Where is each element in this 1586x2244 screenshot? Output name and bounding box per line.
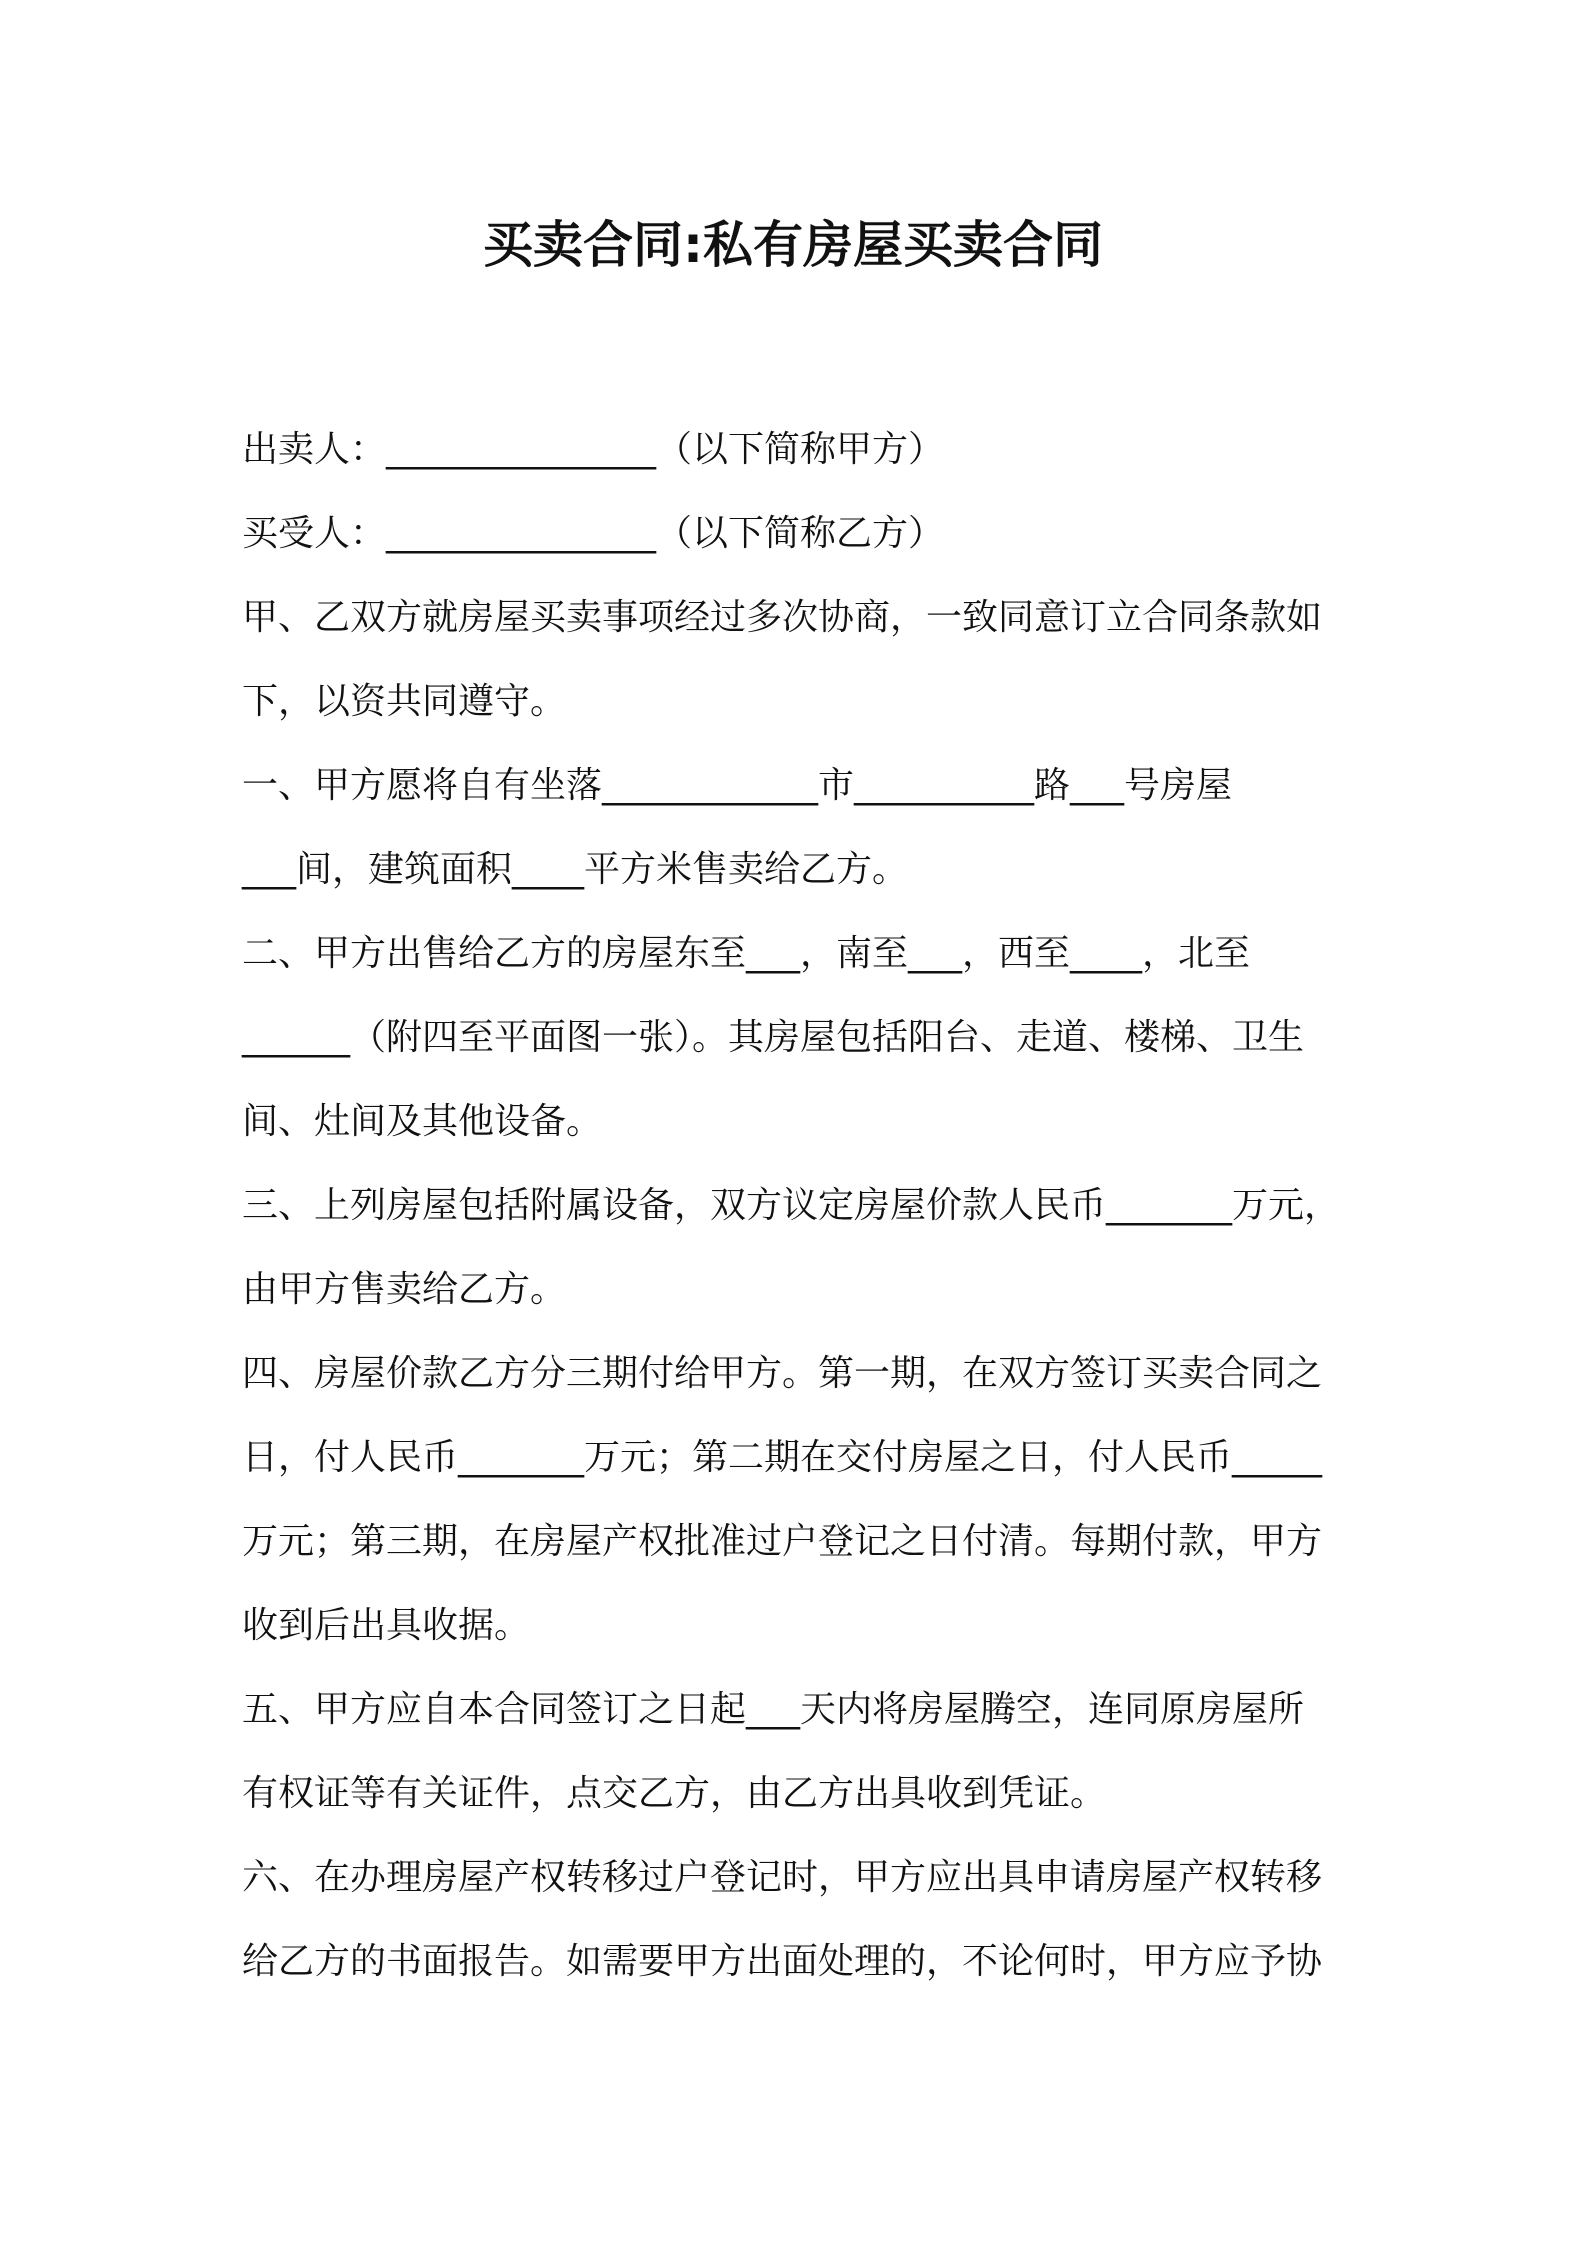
clause-4-line-1: 四、房屋价款乙方分三期付给甲方。第一期，在双方签订买卖合同之 — [242, 1353, 1323, 1394]
clause-4-line-2: 日，付人民币_______万元；第二期在交付房屋之日，付人民币_____ — [242, 1437, 1323, 1478]
clause-2-line-3: 间、灶间及其他设备。 — [242, 1101, 603, 1142]
clause-1-line-2: ___间，建筑面积____平方米售卖给乙方。 — [242, 849, 909, 890]
clause-5-line-1: 五、甲方应自本合同签订之日起___天内将房屋腾空，连同原房屋所 — [242, 1689, 1305, 1730]
clause-2-line-1: 二、甲方出售给乙方的房屋东至___，南至___，西至____，北至 — [242, 933, 1251, 974]
seller-line: 出卖人：_______________（以下简称甲方） — [242, 429, 945, 470]
preamble-line-1: 甲、乙双方就房屋买卖事项经过多次协商，一致同意订立合同条款如 — [242, 597, 1323, 638]
clause-3-line-1: 三、上列房屋包括附属设备，双方议定房屋价款人民币_______万元， — [242, 1185, 1341, 1226]
clause-4-line-3: 万元；第三期，在房屋产权批准过户登记之日付清。每期付款，甲方 — [242, 1521, 1323, 1562]
preamble-line-2: 下，以资共同遵守。 — [242, 681, 567, 722]
clause-2-line-2: ______（附四至平面图一张）。其房屋包括阳台、走道、楼梯、卫生 — [242, 1017, 1305, 1058]
buyer-line: 买受人：_______________（以下简称乙方） — [242, 513, 945, 554]
contract-body — [242, 408, 1360, 2004]
clause-5-line-2: 有权证等有关证件，点交乙方，由乙方出具收到凭证。 — [242, 1773, 1107, 1814]
clause-3-line-2: 由甲方售卖给乙方。 — [242, 1269, 567, 1310]
clause-6-line-1: 六、在办理房屋产权转移过户登记时，甲方应出具申请房屋产权转移 — [242, 1857, 1323, 1898]
clause-4-line-4: 收到后出具收据。 — [242, 1605, 531, 1646]
clause-6-line-2: 给乙方的书面报告。如需要甲方出面处理的，不论何时，甲方应予协 — [242, 1941, 1323, 1982]
document-title: 买卖合同:私有房屋买卖合同 — [483, 216, 1103, 274]
clause-1-line-1: 一、甲方愿将自有坐落____________市__________路___号房屋 — [242, 765, 1233, 806]
